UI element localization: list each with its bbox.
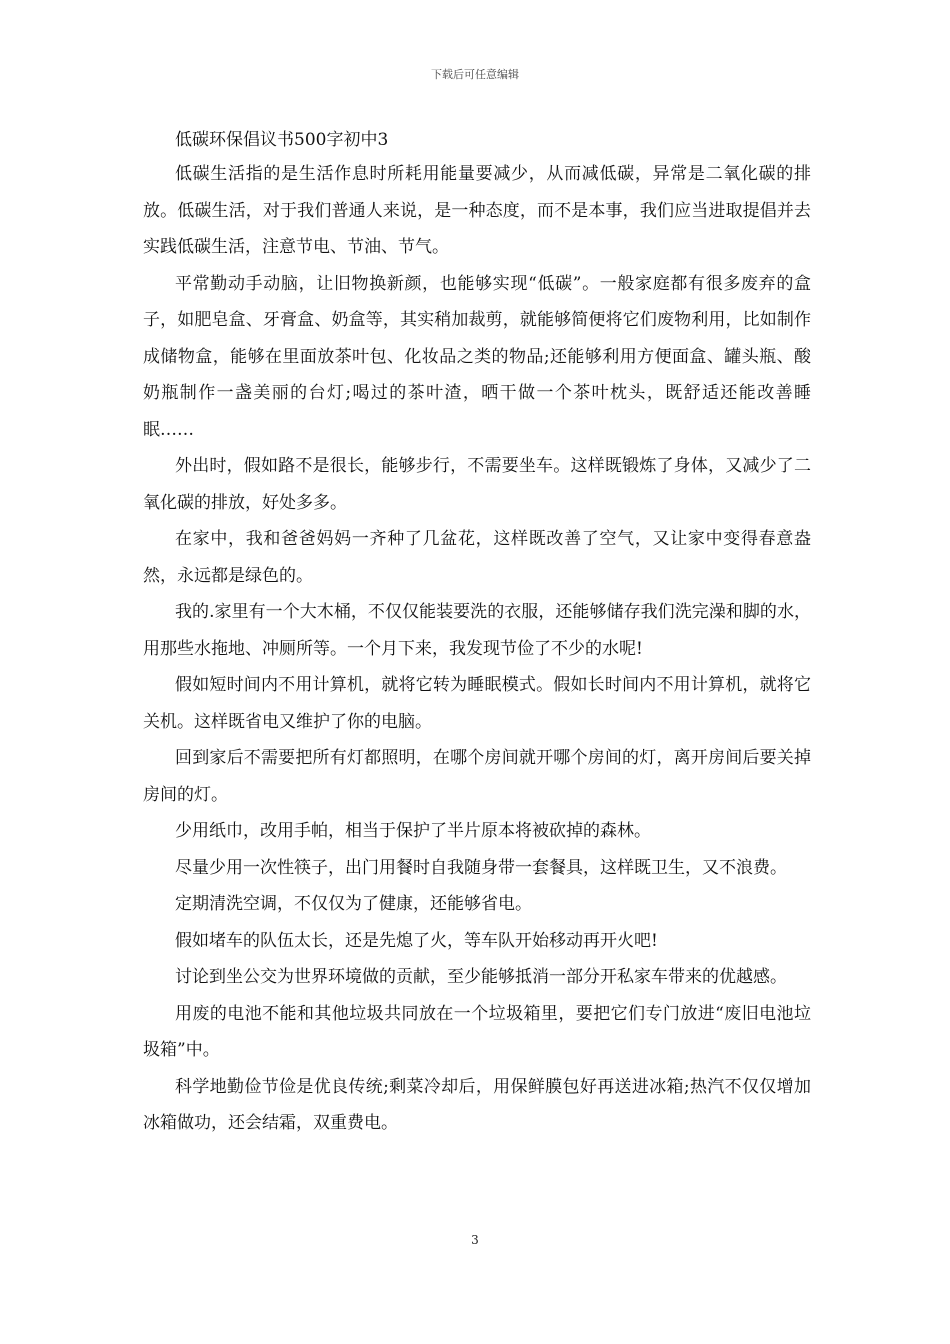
paragraph: 讨论到坐公交为世界环境做的贡献，至少能够抵消一部分开私家车带来的优越感。 (175, 967, 787, 987)
paragraph: 在家中，我和爸爸妈妈一齐种了几盆花，这样既改善了空气，又让家中变得春意盎然，永远都是绿色的。 (143, 529, 811, 586)
document-body (143, 124, 811, 1142)
paragraph: 用废的电池不能和其他垃圾共同放在一个垃圾箱里，要把它们专门放进“废旧电池垃圾箱”中。 (143, 1003, 811, 1060)
document-title: 低碳环保倡议书500字初中3 (175, 130, 389, 150)
paragraph: 我的.家里有一个大木桶，不仅仅能装要洗的衣服，还能够储存我们洗完澡和脚的水，用那些水拖地、冲厕所等。一个月下来，我发现节俭了不少的水呢! (143, 602, 811, 659)
page-number: 3 (471, 1233, 479, 1247)
paragraph: 定期清洗空调，不仅仅为了健康，还能够省电。 (175, 894, 532, 914)
paragraph: 尽量少用一次性筷子，出门用餐时自我随身带一套餐具，这样既卫生，又不浪费。 (175, 857, 787, 878)
paragraph: 外出时，假如路不是很长，能够步行，不需要坐车。这样既锻炼了身体，又减少了二氧化碳的排放，好处多多。 (143, 456, 811, 513)
page-header: 下载后可任意编辑 (431, 68, 519, 81)
paragraph: 回到家后不需要把所有灯都照明，在哪个房间就开哪个房间的灯，离开房间后要关掉房间的灯。 (143, 748, 811, 805)
paragraph: 科学地勤俭节俭是优良传统;剩菜冷却后，用保鲜膜包好再送进冰箱;热汽不仅仅增加冰箱做功，还会结霜，双重费电。 (143, 1076, 811, 1133)
paragraph: 少用纸巾，改用手帕，相当于保护了半片原本将被砍掉的森林。 (175, 821, 651, 841)
paragraph: 平常勤动手动脑，让旧物换新颜，也能够实现“低碳”。一般家庭都有很多废弃的盒子，如肥皂盒、牙膏盒、奶盒等，其实稍加裁剪，就能够简便将它们废物利用，比如制作成储物盒，能够在里面放茶叶包、化妆品之类的物品;还能够利用方便面盒、罐头瓶、酸奶瓶制作一盏美丽的台灯;喝过的茶叶渣，晒干做一个茶叶枕头，既舒适还能改善睡眠…… (143, 273, 811, 440)
paragraph: 低碳生活指的是生活作息时所耗用能量要减少，从而减低碳，异常是二氧化碳的排放。低碳生活，对于我们普通人来说，是一种态度，而不是本事，我们应当进取提倡并去实践低碳生活，注意节电、节油、节气。 (143, 164, 811, 257)
paragraph: 假如堵车的队伍太长，还是先熄了火，等车队开始移动再开火吧! (175, 930, 658, 951)
paragraph: 假如短时间内不用计算机，就将它转为睡眠模式。假如长时间内不用计算机，就将它关机。这样既省电又维护了你的电脑。 (143, 675, 811, 732)
